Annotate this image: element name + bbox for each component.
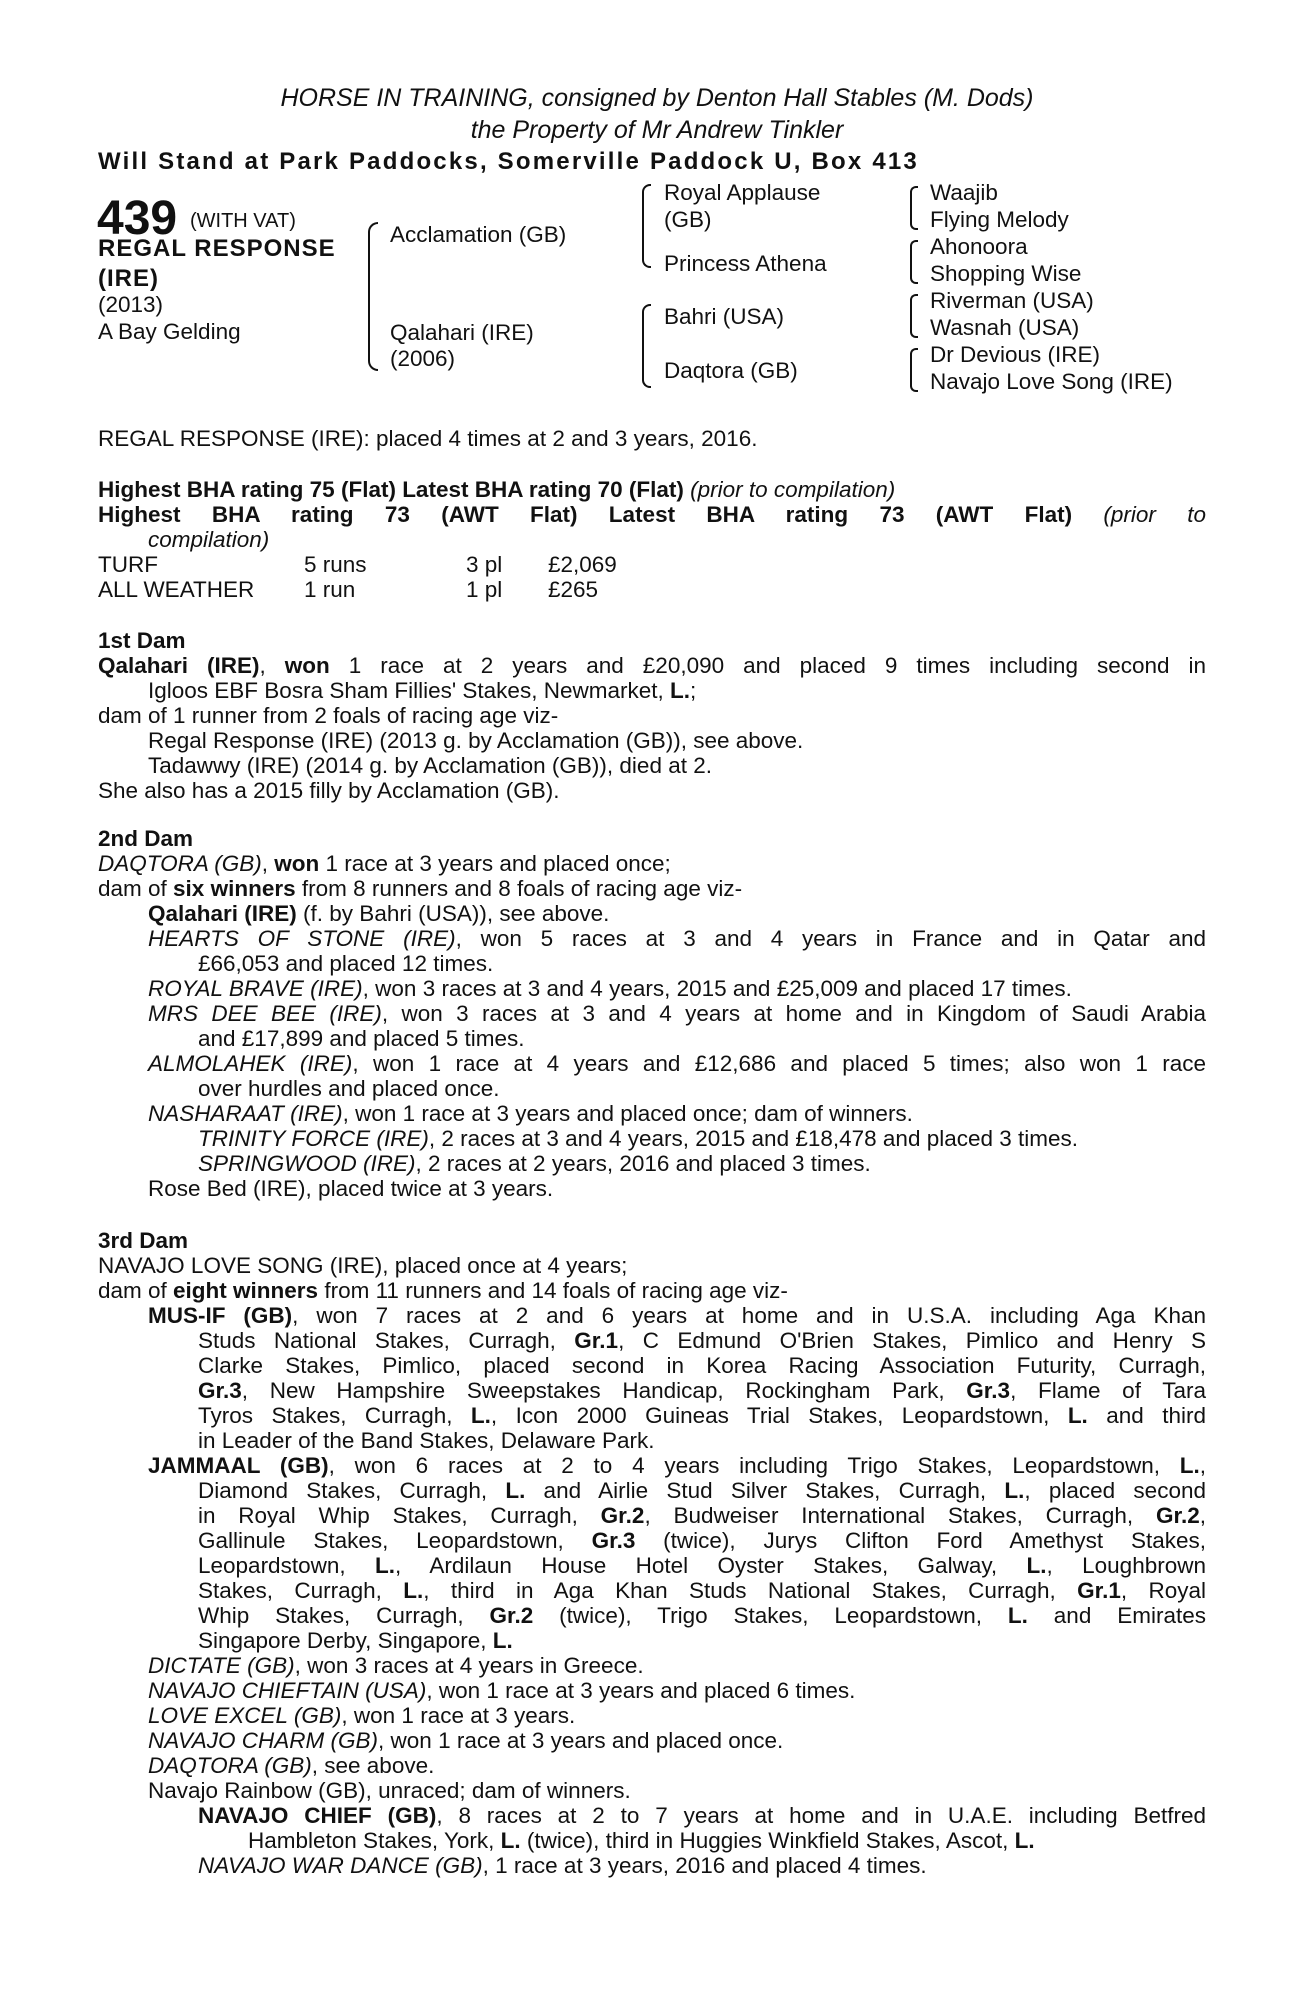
dam-line: Whip Stakes, Curragh, Gr.2 (twice), Trigo Stakes, Leopardstown, L. and Emirates: [198, 1603, 1206, 1628]
dam-line: Studs National Stakes, Curragh, Gr.1, C Edmund O'Brien Stakes, Pimlico and Henry S: [198, 1328, 1207, 1353]
dam-line: SPRINGWOOD (IRE), 2 races at 2 years, 2016 and placed 3 times.: [198, 1151, 871, 1176]
dam-line: Gallinule Stakes, Leopardstown, Gr.3 (twice), Jurys Clifton Ford Amethyst Stakes,: [198, 1528, 1206, 1553]
record-surface: ALL WEATHER: [98, 577, 255, 602]
section-title: 2nd Dam: [98, 826, 194, 851]
dam-line: JAMMAAL (GB), won 6 races at 2 to 4 years including Trigo Stakes, Leopardstown, L.,: [148, 1453, 1206, 1478]
pedigree-dam-year: (2006): [390, 346, 456, 371]
section-title: 3rd Dam: [98, 1228, 189, 1253]
brace-g4: [910, 348, 918, 392]
pedigree-dam-dam: Daqtora (GB): [664, 358, 798, 383]
dam-line: Qalahari (IRE) (f. by Bahri (USA)), see above.: [148, 901, 610, 926]
rating-flat: [98, 477, 895, 503]
pedigree-sire-sire-country: (GB): [664, 207, 712, 232]
pedigree-sire-sire: Royal Applause: [664, 180, 821, 205]
pedigree-g4: Shopping Wise: [930, 261, 1082, 286]
dam-line: LOVE EXCEL (GB), won 1 race at 3 years.: [148, 1703, 576, 1728]
dam-line: NAVAJO LOVE SONG (IRE), placed once at 4 years;: [98, 1253, 628, 1278]
pedigree-sire: Acclamation (GB): [390, 222, 567, 247]
dam-line: Singapore Derby, Singapore, L.: [198, 1628, 513, 1653]
brace-gen1: [368, 222, 378, 371]
pedigree-dam-sire: Bahri (USA): [664, 304, 785, 329]
dam-line: dam of six winners from 8 runners and 8 foals of racing age viz-: [98, 876, 743, 901]
dam-line: £66,053 and placed 12 times.: [198, 951, 494, 976]
dam-line: dam of eight winners from 11 runners and 14 foals of racing age viz-: [98, 1278, 788, 1303]
dam-line: Tadawwy (IRE) (2014 g. by Acclamation (GB)), died at 2.: [148, 753, 712, 778]
dam-line: Tyros Stakes, Curragh, L., Icon 2000 Guineas Trial Stakes, Leopardstown, L. and third: [198, 1403, 1207, 1428]
pedigree-g5: Riverman (USA): [930, 288, 1094, 313]
dam-line: Clarke Stakes, Pimlico, placed second in Korea Racing Association Futurity, Curragh,: [198, 1353, 1206, 1378]
consignor-line: HORSE IN TRAINING, consigned by Denton Hall Stables (M. Dods): [280, 84, 1034, 112]
rating-awt-text: Highest BHA rating 73 (AWT Flat) Latest BHA rating 73 (AWT Flat): [98, 502, 1073, 527]
dam-line: Diamond Stakes, Curragh, L. and Airlie Stud Silver Stakes, Curragh, L., placed second: [198, 1478, 1206, 1503]
dam-line: Hambleton Stakes, York, L. (twice), third in Huggies Winkfield Stakes, Ascot, L.: [248, 1828, 1035, 1853]
record-placed: 3 pl: [466, 552, 503, 577]
dam-line: NAVAJO CHARM (GB), won 1 race at 3 years and placed once.: [148, 1728, 784, 1753]
section-title: 1st Dam: [98, 628, 186, 653]
dam-line: Navajo Rainbow (GB), unraced; dam of winners.: [148, 1778, 631, 1803]
dam-line: TRINITY FORCE (IRE), 2 races at 3 and 4 years, 2015 and £18,478 and placed 3 times.: [198, 1126, 1079, 1151]
horse-country: (IRE): [98, 265, 159, 292]
pedigree-g6: Wasnah (USA): [930, 315, 1080, 340]
horse-name: REGAL RESPONSE: [98, 235, 336, 262]
brace-g3: [910, 294, 918, 338]
dam-line: ROYAL BRAVE (IRE), won 3 races at 3 and 4 years, 2015 and £25,009 and placed 17 times.: [148, 976, 1072, 1001]
horse-description: A Bay Gelding: [98, 319, 241, 344]
pedigree-g7: Dr Devious (IRE): [930, 342, 1101, 367]
pedigree-g1: Waajib: [930, 180, 998, 205]
record-earnings: £265: [548, 577, 599, 602]
stand-location: Will Stand at Park Paddocks, Somerville Paddock U, Box 413: [98, 148, 919, 175]
record-surface: TURF: [98, 552, 158, 577]
dam-line: NAVAJO CHIEFTAIN (USA), won 1 race at 3 years and placed 6 times.: [148, 1678, 856, 1703]
dam-line: NASHARAAT (IRE), won 1 race at 3 years and placed once; dam of winners.: [148, 1101, 913, 1126]
race-summary: REGAL RESPONSE (IRE): placed 4 times at 2 and 3 years, 2016.: [98, 426, 758, 451]
brace-g1: [910, 186, 918, 230]
rating-awt-note-cont: compilation): [148, 527, 270, 552]
brace-sire: [642, 184, 651, 268]
lot-number: 439: [97, 192, 178, 245]
record-runs: 1 run: [304, 577, 356, 602]
dam-line: DAQTORA (GB), see above.: [148, 1753, 435, 1778]
dam-line: NAVAJO WAR DANCE (GB), 1 race at 3 years, 2016 and placed 4 times.: [198, 1853, 927, 1878]
pedigree-g8: Navajo Love Song (IRE): [930, 369, 1173, 394]
dam-line: Qalahari (IRE), won 1 race at 2 years and £20,090 and placed 9 times including second in: [98, 653, 1206, 678]
dam-line: DICTATE (GB), won 3 races at 4 years in Greece.: [148, 1653, 644, 1678]
dam-line: MRS DEE BEE (IRE), won 3 races at 3 and 4 years at home and in Kingdom of Saudi Arabia: [148, 1001, 1206, 1026]
dam-line: Igloos EBF Bosra Sham Fillies' Stakes, Newmarket, L.;: [148, 678, 697, 703]
pedigree-dam: Qalahari (IRE): [390, 320, 534, 345]
dam-line: HEARTS OF STONE (IRE), won 5 races at 3 and 4 years in France and in Qatar and: [148, 926, 1207, 951]
dam-line: Leopardstown, L., Ardilaun House Hotel Oyster Stakes, Galway, L., Loughbrown: [198, 1553, 1206, 1578]
rating-flat-text: Highest BHA rating 75 (Flat) Latest BHA rating 70 (Flat): [98, 477, 684, 502]
dam-line: Regal Response (IRE) (2013 g. by Acclamation (GB)), see above.: [148, 728, 804, 753]
dam-line: ALMOLAHEK (IRE), won 1 race at 4 years and £12,686 and placed 5 times; also won 1 race: [148, 1051, 1206, 1076]
dam-line: MUS-IF (GB), won 7 races at 2 and 6 years at home and in U.S.A. including Aga Khan: [148, 1303, 1206, 1328]
dam-line: She also has a 2015 filly by Acclamation (GB).: [98, 778, 560, 803]
dam-line: dam of 1 runner from 2 foals of racing age viz-: [98, 703, 559, 728]
dam-line: in Leader of the Band Stakes, Delaware Park.: [198, 1428, 655, 1453]
record-placed: 1 pl: [466, 577, 503, 602]
brace-dam: [642, 304, 651, 388]
horse-year: (2013): [98, 292, 164, 317]
dam-line: Stakes, Curragh, L., third in Aga Khan Studs National Stakes, Curragh, Gr.1, Royal: [198, 1578, 1206, 1603]
dam-line: Gr.3, New Hampshire Sweepstakes Handicap, Rockingham Park, Gr.3, Flame of Tara: [198, 1378, 1206, 1403]
rating-awt: [98, 502, 1206, 528]
dam-line: Rose Bed (IRE), placed twice at 3 years.: [148, 1176, 554, 1201]
rating-flat-note: (prior to compilation): [690, 477, 896, 502]
dam-line: in Royal Whip Stakes, Curragh, Gr.2, Budweiser International Stakes, Curragh, Gr.2,: [198, 1503, 1206, 1528]
property-line: the Property of Mr Andrew Tinkler: [470, 116, 844, 144]
pedigree-g3: Ahonoora: [930, 234, 1028, 259]
dam-line: over hurdles and placed once.: [198, 1076, 500, 1101]
rating-awt-note: (prior to: [1103, 502, 1206, 527]
brace-g2: [910, 240, 918, 284]
dam-line: NAVAJO CHIEF (GB), 8 races at 2 to 7 years at home and in U.A.E. including Betfred: [198, 1803, 1206, 1828]
vat-note: (WITH VAT): [190, 210, 296, 232]
record-runs: 5 runs: [304, 552, 367, 577]
dam-line: DAQTORA (GB), won 1 race at 3 years and placed once;: [98, 851, 671, 876]
dam-line: and £17,899 and placed 5 times.: [198, 1026, 525, 1051]
pedigree-g2: Flying Melody: [930, 207, 1069, 232]
record-earnings: £2,069: [548, 552, 617, 577]
pedigree-sire-dam: Princess Athena: [664, 251, 827, 276]
